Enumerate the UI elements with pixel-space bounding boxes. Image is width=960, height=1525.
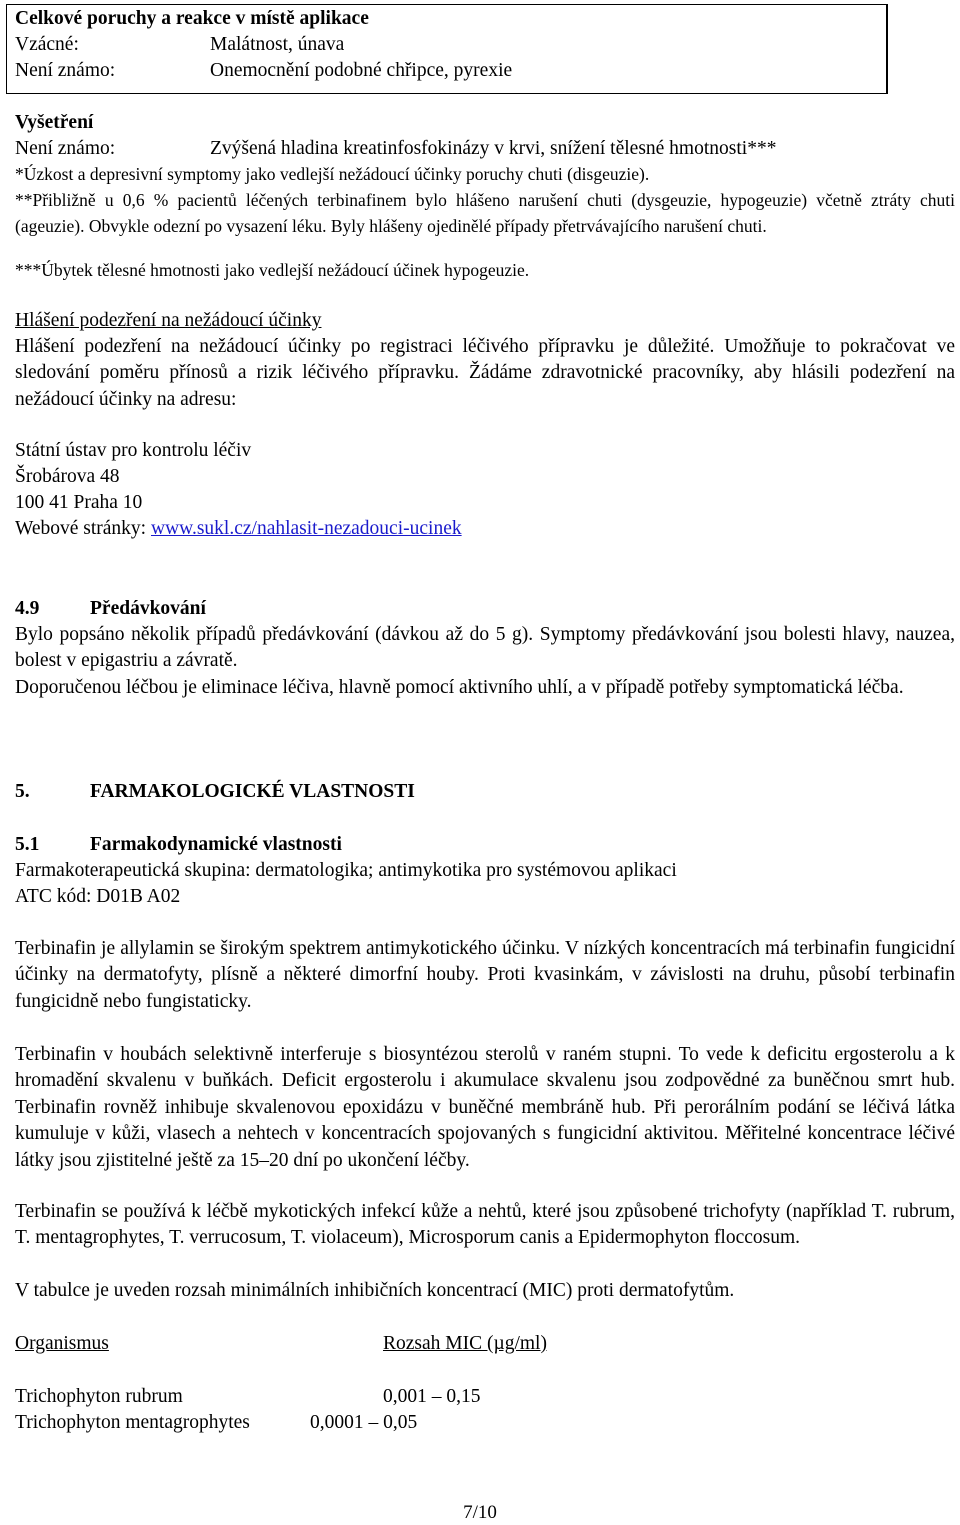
section-5-1-heading: [15, 832, 342, 858]
web-line: [15, 516, 462, 542]
atc-code: ATC kód: D01B A02: [15, 886, 181, 907]
frequency-label: Není známo:: [15, 60, 116, 81]
effect-text: Zvýšená hladina kreatinfosfokinázy v krvi, snížení tělesné hmotnosti***: [210, 138, 777, 159]
reporting-body: Hlášení podezření na nežádoucí účinky po registraci léčivého přípravku je důležité. Umožňuje to pokračovat ve sledování poměru přínosů a rizik léčivého přípravku. Žádáme zdravotnické pracovníky, aby hlásili podezření na nežádoucí účinky na adresu:: [15, 336, 955, 410]
mic-row-range: 0,0001 – 0,05: [310, 1412, 418, 1433]
mic-row-range: 0,001 – 0,15: [383, 1386, 481, 1407]
effect-text: Onemocnění podobné chřipce, pyrexie: [210, 60, 513, 81]
page-number: 7/10: [463, 1502, 497, 1523]
box-heading-investigations: Vyšetření: [15, 112, 94, 133]
web-link[interactable]: www.sukl.cz/nahlasit-nezadouci-ucinek: [150, 518, 462, 539]
box-heading-general-disorders: Celkové poruchy a reakce v místě aplikace: [15, 8, 369, 29]
address-line-1: Státní ústav pro kontrolu léčiv: [15, 440, 252, 461]
web-label: Webové stránky:: [15, 518, 151, 539]
pharmacotherapeutic-group: Farmakoterapeutická skupina: dermatologika; antimykotika pro systémovou aplikaci: [15, 860, 677, 881]
footnote-2: **Přibližně u 0,6 % pacientů léčených terbinafinem bylo hlášeno narušení chuti (dysgeuzie, hypogeuzie) včetně ztráty chuti (ageuzie). Obvykle odezní po vysazení léku. Byly hlášeny ojedinělé případy přetrvávajícího narušení chuti.: [15, 190, 955, 236]
box-row-rare: [15, 32, 345, 58]
mic-row-organism: Trichophyton rubrum: [15, 1386, 183, 1407]
footnote-3: ***Úbytek tělesné hmotnosti jako vedlejší nežádoucí účinek hypogeuzie.: [15, 260, 530, 280]
address-line-2: Šrobárova 48: [15, 466, 120, 487]
section-title: Předávkování: [90, 598, 206, 619]
overdose-para-2: Doporučenou léčbou je eliminace léčiva, hlavně pomocí aktivního uhlí, a v případě potřeby symptomatická léčba.: [15, 677, 904, 698]
section-number: 5.1: [15, 834, 40, 855]
effect-text: Malátnost, únava: [210, 34, 345, 55]
box-row-unknown: [15, 58, 513, 84]
section-title: Farmakodynamické vlastnosti: [90, 834, 342, 855]
box-row-investigations-unknown: [15, 136, 777, 162]
section-number: 4.9: [15, 598, 40, 619]
address-line-3: 100 41 Praha 10: [15, 492, 143, 513]
section-4-9-heading: [15, 596, 206, 622]
section-number: 5.: [15, 781, 30, 802]
mic-row-organism: Trichophyton mentagrophytes: [15, 1412, 250, 1433]
pharmacodynamics-para-4: V tabulce je uveden rozsah minimálních inhibičních koncentrací (MIC) proti dermatofytům.: [15, 1280, 735, 1301]
mic-header-organism: Organismus: [15, 1333, 109, 1354]
pharmacodynamics-para-2: Terbinafin v houbách selektivně interferuje s biosyntézou sterolů v raném stupni. To vede k deficitu ergosterolu a k hromadění skvalenu v buňkách. Deficit ergosterolu i akumulace skvalenu jsou zodpovědné za buněčnou smrt hub. Terbinafin rovněž inhibuje skvalenovou epoxidázu v buněčné membráně hub. Při perorálním podání se léčivá látka kumuluje v kůži, vlasech a nehtech v koncentracích spojovaných s fungicidní aktivitou. Měřitelné koncentrace léčivé látky jsou zjistitelné ještě za 15–20 dní po ukončení léčby.: [15, 1044, 955, 1171]
reporting-title: Hlášení podezření na nežádoucí účinky: [15, 310, 322, 331]
frequency-label: Vzácné:: [15, 34, 79, 55]
frequency-label: Není známo:: [15, 138, 116, 159]
pharmacodynamics-para-3: Terbinafin se používá k léčbě mykotických infekcí kůže a nehtů, které jsou způsobené trichofyty (například T. rubrum, T. mentagrophytes, T. verrucosum, T. violaceum), Microsporum canis a Epidermophyton floccosum.: [15, 1201, 955, 1249]
mic-header-range: Rozsah MIC (µg/ml): [383, 1333, 547, 1354]
section-title: FARMAKOLOGICKÉ VLASTNOSTI: [90, 781, 415, 802]
section-5-heading: [15, 779, 415, 805]
pharmacodynamics-para-1: Terbinafin je allylamin se širokým spektrem antimykotického účinku. V nízkých koncentracích má terbinafin fungicidní účinky na dermatofyty, plísně a některé dimorfní houby. Proti kvasinkám, v závislosti na druhu, působí terbinafin fungicidně nebo fungistaticky.: [15, 938, 955, 1012]
footnote-1: *Úzkost a depresivní symptomy jako vedlejší nežádoucí účinky poruchy chuti (disgeuzie).: [15, 164, 650, 184]
overdose-para-1: Bylo popsáno několik případů předávkování (dávkou až do 5 g). Symptomy předávkování jsou bolesti hlavy, nauzea, bolest v epigastriu a závratě.: [15, 624, 955, 672]
